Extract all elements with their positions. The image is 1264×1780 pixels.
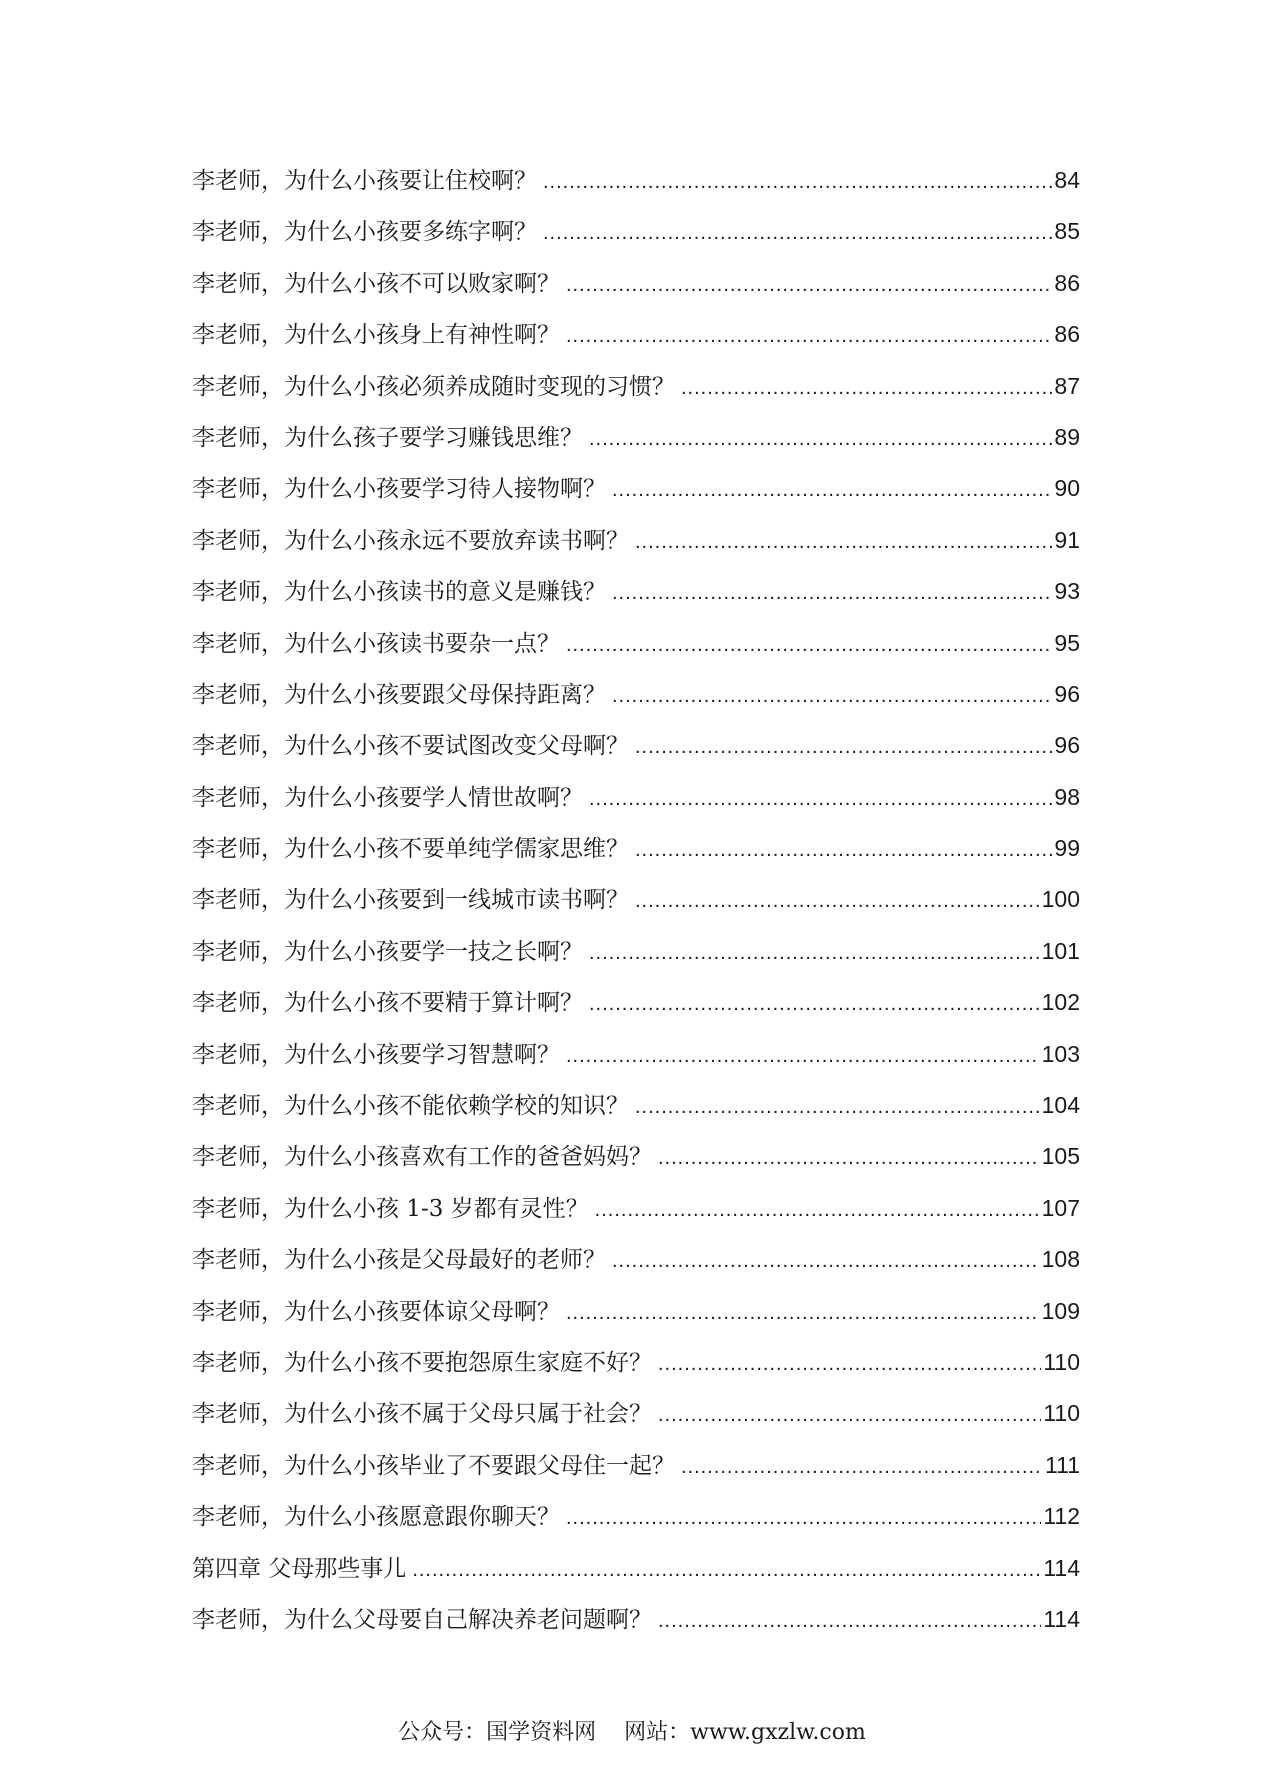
toc-entry-page-number: 89 <box>1054 423 1080 450</box>
toc-dot-leader <box>658 1390 1041 1441</box>
toc-dot-leader <box>658 1596 1041 1647</box>
toc-dot-leader <box>566 260 1052 311</box>
toc-entry-page-number: 112 <box>1043 1503 1080 1530</box>
toc-entry-title: 李老师，为什么小孩身上有神性啊？ <box>192 322 560 349</box>
toc-entry[interactable] <box>192 1388 1080 1439</box>
toc-entry-title: 李老师，为什么小孩喜欢有工作的爸爸妈妈？ <box>192 1144 652 1171</box>
footer-site-label: 网站：www.gxzlw.com <box>624 1720 866 1745</box>
toc-dot-leader <box>658 1339 1041 1390</box>
toc-entry[interactable] <box>192 515 1080 566</box>
toc-entry-page-number: 101 <box>1041 937 1080 964</box>
toc-entry[interactable] <box>192 1080 1080 1131</box>
toc-dot-leader <box>566 1031 1040 1082</box>
toc-entry[interactable] <box>192 463 1080 514</box>
toc-entry[interactable] <box>192 361 1080 412</box>
toc-dot-leader <box>566 620 1052 671</box>
toc-entry-page-number: 96 <box>1054 680 1080 707</box>
toc-entry-page-number: 95 <box>1054 629 1080 656</box>
toc-dot-leader <box>612 568 1052 619</box>
toc-dot-leader <box>635 876 1040 927</box>
toc-dot-leader <box>612 671 1052 722</box>
toc-dot-leader <box>589 774 1052 825</box>
toc-entry[interactable] <box>192 206 1080 257</box>
toc-entry[interactable] <box>192 1543 1080 1594</box>
toc-entry-page-number: 99 <box>1054 835 1080 862</box>
toc-entry-page-number: 86 <box>1054 321 1080 348</box>
toc-entry-page-number: 100 <box>1041 886 1080 913</box>
toc-dot-leader <box>635 722 1052 773</box>
toc-entry[interactable] <box>192 1029 1080 1080</box>
toc-entry-page-number: 107 <box>1041 1194 1080 1221</box>
toc-entry-page-number: 110 <box>1043 1348 1080 1375</box>
toc-entry-title: 李老师，为什么小孩不可以败家啊？ <box>192 270 560 297</box>
toc-entry[interactable] <box>192 618 1080 669</box>
toc-entry[interactable] <box>192 155 1080 206</box>
toc-entry-page-number: 84 <box>1054 167 1080 193</box>
toc-dot-leader <box>543 157 1052 208</box>
page-footer <box>0 1715 1264 1746</box>
toc-entry-title: 李老师，为什么小孩要学人情世故啊？ <box>192 784 583 811</box>
toc-entry[interactable] <box>192 874 1080 925</box>
toc-entry-title: 李老师，为什么孩子要学习赚钱思维？ <box>192 424 583 451</box>
toc-entry-title: 李老师，为什么小孩读书要杂一点？ <box>192 630 560 657</box>
toc-dot-leader <box>612 465 1052 516</box>
toc-entry-page-number: 87 <box>1054 372 1080 399</box>
footer-wechat-label: 公众号：国学资料网 <box>398 1720 597 1745</box>
toc-entry-title: 李老师，为什么小孩 1-3 岁都有灵性？ <box>192 1195 589 1222</box>
toc-dot-leader <box>412 1545 1041 1596</box>
toc-entry[interactable] <box>192 566 1080 617</box>
toc-entry-page-number: 86 <box>1054 269 1080 296</box>
toc-entry[interactable] <box>192 1440 1080 1491</box>
toc-dot-leader <box>658 1133 1040 1184</box>
toc-entry-title: 李老师，为什么父母要自己解决养老问题啊？ <box>192 1606 652 1633</box>
toc-entry[interactable] <box>192 412 1080 463</box>
toc-entry-title: 李老师，为什么小孩不要试图改变父母啊？ <box>192 733 629 760</box>
toc-list <box>192 155 1080 1645</box>
toc-entry[interactable] <box>192 1286 1080 1337</box>
toc-entry[interactable] <box>192 720 1080 771</box>
toc-entry-page-number: 103 <box>1041 1040 1080 1067</box>
toc-entry[interactable] <box>192 1183 1080 1234</box>
toc-dot-leader <box>612 1236 1040 1287</box>
toc-entry-title: 第四章 父母那些事儿 <box>192 1555 407 1582</box>
toc-dot-leader <box>589 979 1040 1030</box>
toc-entry-title: 李老师，为什么小孩读书的意义是赚钱？ <box>192 579 606 606</box>
toc-dot-leader <box>566 1288 1040 1339</box>
toc-entry-title: 李老师，为什么小孩要学习智慧啊？ <box>192 1041 560 1068</box>
toc-entry-page-number: 93 <box>1054 578 1080 605</box>
toc-entry[interactable] <box>192 309 1080 360</box>
toc-entry[interactable] <box>192 1337 1080 1388</box>
toc-entry-title: 李老师，为什么小孩要到一线城市读书啊？ <box>192 887 629 914</box>
toc-entry-page-number: 85 <box>1054 218 1080 245</box>
toc-dot-leader <box>681 363 1052 414</box>
toc-entry-page-number: 90 <box>1054 475 1080 502</box>
toc-entry-page-number: 114 <box>1043 1605 1080 1632</box>
toc-entry-page-number: 108 <box>1041 1246 1080 1273</box>
toc-dot-leader <box>595 1185 1040 1236</box>
toc-entry-title: 李老师，为什么小孩要多练字啊？ <box>192 219 537 246</box>
toc-entry[interactable] <box>192 669 1080 720</box>
toc-dot-leader <box>566 311 1052 362</box>
toc-entry-page-number: 96 <box>1054 732 1080 759</box>
toc-entry-title: 李老师，为什么小孩要跟父母保持距离？ <box>192 681 606 708</box>
toc-entry[interactable] <box>192 977 1080 1028</box>
toc-entry-title: 李老师，为什么小孩不能依赖学校的知识？ <box>192 1093 629 1120</box>
toc-entry-title: 李老师，为什么小孩不要抱怨原生家庭不好？ <box>192 1349 652 1376</box>
toc-entry-title: 李老师，为什么小孩不要单纯学儒家思维？ <box>192 836 629 863</box>
table-of-contents <box>192 155 1080 1645</box>
toc-entry-title: 李老师，为什么小孩要学习待人接物啊？ <box>192 476 606 503</box>
toc-dot-leader <box>566 1493 1041 1544</box>
toc-entry[interactable] <box>192 258 1080 309</box>
toc-entry-title: 李老师，为什么小孩毕业了不要跟父母住一起？ <box>192 1452 675 1479</box>
toc-entry[interactable] <box>192 1491 1080 1542</box>
toc-entry[interactable] <box>192 1234 1080 1285</box>
toc-entry-title: 李老师，为什么小孩不属于父母只属于社会？ <box>192 1401 652 1428</box>
toc-dot-leader <box>635 1082 1040 1133</box>
toc-entry-page-number: 114 <box>1043 1554 1080 1581</box>
toc-dot-leader <box>635 517 1052 568</box>
toc-entry-page-number: 105 <box>1041 1143 1080 1170</box>
toc-entry-title: 李老师，为什么小孩要学一技之长啊？ <box>192 938 583 965</box>
toc-entry-title: 李老师，为什么小孩是父母最好的老师？ <box>192 1247 606 1274</box>
toc-entry[interactable] <box>192 823 1080 874</box>
toc-entry-title: 李老师，为什么小孩必须养成随时变现的习惯？ <box>192 373 675 400</box>
toc-entry[interactable] <box>192 1594 1080 1645</box>
toc-dot-leader <box>681 1442 1043 1493</box>
toc-entry-title: 李老师，为什么小孩永远不要放弃读书啊？ <box>192 527 629 554</box>
toc-entry-title: 李老师，为什么小孩要体谅父母啊？ <box>192 1298 560 1325</box>
toc-dot-leader <box>543 208 1052 259</box>
toc-dot-leader <box>589 928 1040 979</box>
toc-entry-title: 李老师，为什么小孩愿意跟你聊天？ <box>192 1504 560 1531</box>
toc-entry[interactable] <box>192 1131 1080 1182</box>
toc-entry[interactable] <box>192 772 1080 823</box>
toc-entry-page-number: 98 <box>1054 783 1080 810</box>
toc-entry-page-number: 110 <box>1043 1400 1080 1427</box>
toc-entry[interactable] <box>192 926 1080 977</box>
toc-entry-title: 李老师，为什么小孩不要精于算计啊？ <box>192 990 583 1017</box>
toc-entry-page-number: 109 <box>1041 1297 1080 1324</box>
toc-entry-page-number: 102 <box>1041 989 1080 1016</box>
toc-entry-title: 李老师，为什么小孩要让住校啊？ <box>192 168 537 194</box>
toc-dot-leader <box>589 414 1052 465</box>
toc-entry-page-number: 104 <box>1041 1092 1080 1119</box>
toc-dot-leader <box>635 825 1052 876</box>
toc-entry-page-number: 91 <box>1054 526 1080 553</box>
toc-entry-page-number: 111 <box>1045 1451 1080 1478</box>
